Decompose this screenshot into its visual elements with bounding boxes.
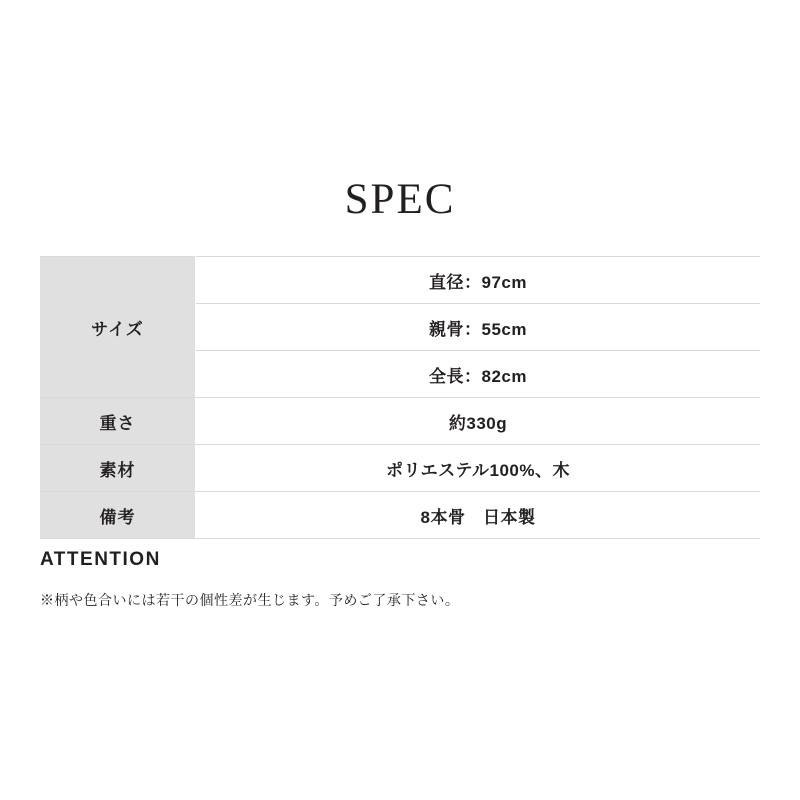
row-value-weight: 約330g — [196, 398, 761, 445]
attention-note: ※柄や色合いには若干の個性差が生じます。予めご了承下さい。 — [40, 592, 460, 608]
row-value-size-diameter: 直径：97cm — [196, 257, 761, 304]
page-title: SPEC — [344, 176, 456, 223]
attention-heading: ATTENTION — [40, 549, 161, 570]
table-row — [40, 492, 760, 539]
table-row — [40, 445, 760, 492]
row-value-remarks: 8本骨 日本製 — [196, 492, 761, 539]
spec-table — [40, 256, 760, 539]
row-value-size-rib: 親骨：55cm — [196, 304, 761, 351]
table-row — [40, 257, 760, 304]
row-label-remarks: 備考 — [40, 492, 196, 539]
row-label-size: サイズ — [40, 257, 196, 398]
row-value-size-length: 全長：82cm — [196, 351, 761, 398]
row-label-material: 素材 — [40, 445, 196, 492]
table-row — [40, 398, 760, 445]
row-label-weight: 重さ — [40, 398, 196, 445]
row-value-material: ポリエステル100%、木 — [196, 445, 761, 492]
